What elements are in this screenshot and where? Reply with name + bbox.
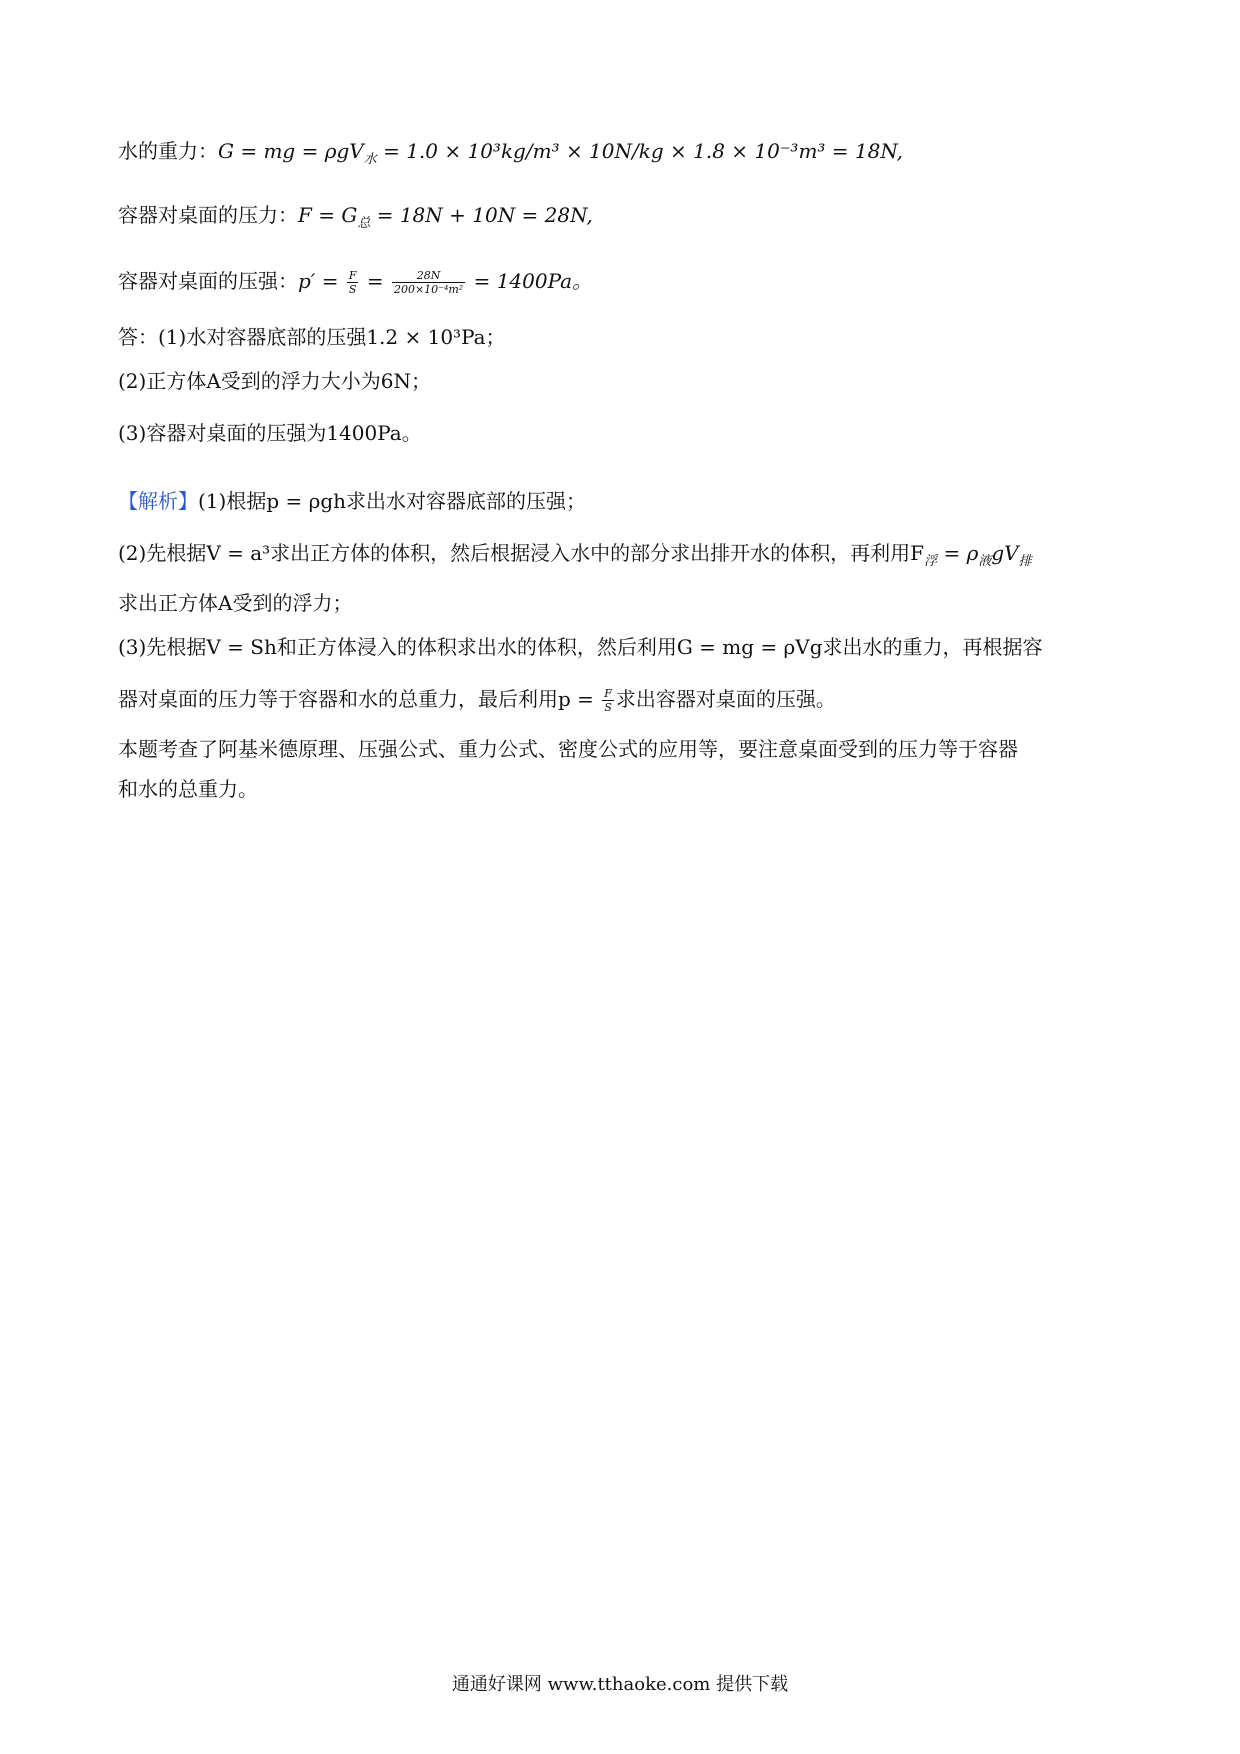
- line-label: 容器对桌面的压强：: [118, 269, 298, 293]
- pressure-force-line: [118, 200, 593, 239]
- analysis-line-7: 和水的总重力。: [118, 777, 258, 801]
- fraction: [602, 687, 614, 714]
- analysis-line-4: (3)先根据V = Sh和正方体浸入的体积求出水的体积，然后利用G = mg = ρVg求出水的重力，再根据容: [118, 635, 1043, 659]
- fraction: [392, 269, 465, 296]
- analysis-tag: 【解析】: [118, 489, 198, 513]
- page-footer: 通通好课网 www.tthaoke.com 提供下载: [451, 1674, 789, 1695]
- analysis-text: 器对桌面的压力等于容器和水的总重力，最后利用p =: [118, 687, 601, 711]
- fraction-numerator: F: [604, 687, 612, 700]
- pressure-line: [118, 266, 592, 296]
- subscript: 液: [978, 554, 992, 569]
- formula: G = mg = ρgV: [218, 139, 364, 163]
- formula: = 1.0 × 10³kg/m³ × 10N/kg × 1.8 × 10⁻³m³ = 18N,: [376, 139, 903, 163]
- answer-1: 答：(1)水对容器底部的压强1.2 × 10³Pa；: [118, 325, 506, 349]
- answer-3: (3)容器对桌面的压强为1400Pa。: [118, 421, 422, 445]
- formula: = 18N + 10N = 28N,: [370, 203, 593, 227]
- analysis-line-6: 本题考查了阿基米德原理、压强公式、重力公式、密度公式的应用等，要注意桌面受到的压力等于容器: [118, 737, 1018, 761]
- fraction: [347, 269, 359, 296]
- analysis-text: (2)先根据V = a³求出正方体的体积，然后根据浸入水中的部分求出排开水的体积，再利用F: [118, 541, 925, 565]
- formula: p′ =: [298, 269, 345, 293]
- fraction-denominator: 200×10⁻⁴m²: [393, 283, 464, 296]
- fraction-denominator: S: [604, 701, 612, 714]
- fraction-denominator: S: [348, 283, 357, 296]
- formula: =: [360, 269, 390, 293]
- formula: = 1400Pa。: [467, 269, 593, 293]
- subscript: 水: [363, 152, 377, 167]
- subscript: 总: [357, 216, 371, 231]
- line-label: 水的重力：: [118, 139, 218, 163]
- formula: F = G: [298, 203, 358, 227]
- analysis-line-3: 求出正方体A受到的浮力；: [118, 591, 353, 615]
- analysis-line-5: [118, 684, 836, 714]
- subscript: 浮: [924, 554, 938, 569]
- analysis-text: 求出容器对桌面的压强。: [615, 687, 836, 711]
- analysis-line-1: [118, 486, 586, 516]
- fraction-numerator: 28N: [392, 269, 465, 283]
- answer-2: (2)正方体A受到的浮力大小为6N；: [118, 369, 431, 393]
- formula: = ρ: [937, 541, 979, 565]
- formula: gV: [991, 541, 1019, 565]
- fraction-numerator: F: [348, 269, 357, 282]
- subscript: 排: [1018, 554, 1032, 569]
- water-gravity-line: [118, 136, 903, 175]
- analysis-line-2: [118, 538, 1032, 577]
- analysis-text: (1)根据p = ρgh求出水对容器底部的压强；: [198, 489, 587, 513]
- line-label: 容器对桌面的压力：: [118, 203, 298, 227]
